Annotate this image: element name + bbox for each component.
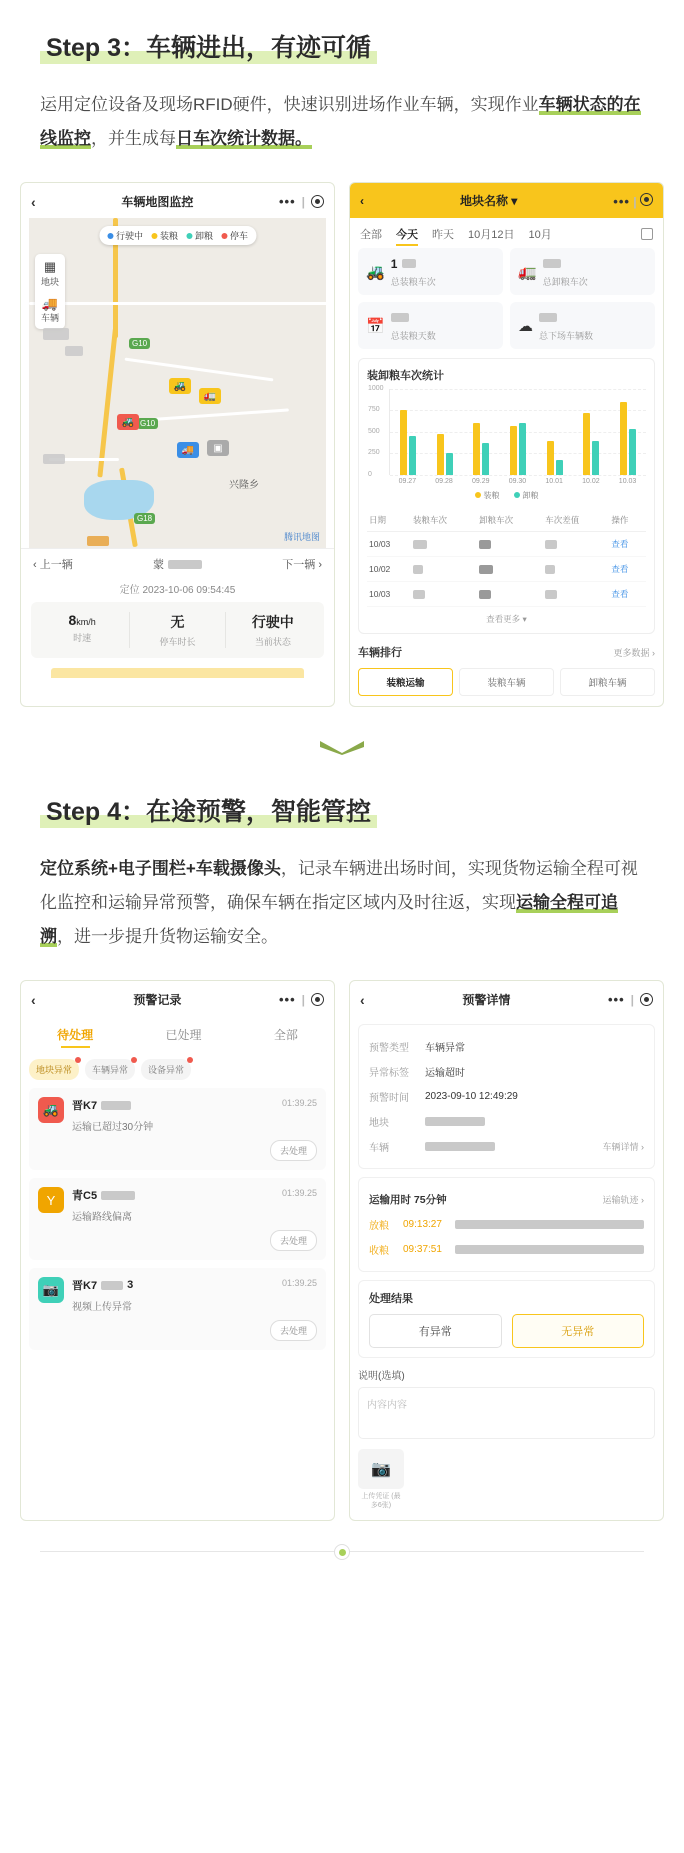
footer-divider	[40, 1551, 644, 1575]
redacted-value	[425, 1116, 644, 1127]
transport-duration: 运输用时 75分钟 运输轨迹 ›	[369, 1194, 644, 1206]
map-tool-plot[interactable]: ▦ 地块	[40, 259, 59, 287]
phone-card-vehicle-map	[20, 182, 335, 707]
tab-handled[interactable]: 已处理	[165, 1028, 202, 1042]
back-icon[interactable]: ‹	[31, 991, 36, 1008]
kpi-total-vehicles: ☁ 总下场车辆数	[510, 302, 655, 349]
locate-time: 定位 2023-10-06 09:54:45	[119, 585, 236, 596]
redacted-block	[43, 454, 65, 464]
legend-item: 停车	[221, 229, 248, 242]
phone-card-alert-detail	[349, 980, 664, 1521]
back-icon[interactable]: ‹	[360, 991, 365, 1008]
map-header-capsule	[279, 194, 324, 209]
alert-time: 01:39.25	[281, 1188, 317, 1198]
table-row: 10/03 查看	[367, 582, 646, 607]
tab-month[interactable]: 10月	[528, 229, 552, 241]
tab-today[interactable]: 今天	[396, 226, 418, 242]
map-legend	[99, 226, 256, 245]
alerts-page-title: 预警记录	[133, 993, 182, 1007]
divider: |	[301, 194, 305, 209]
trip-table	[367, 509, 646, 607]
divider: |	[633, 194, 637, 209]
vehicle-marker[interactable]: 🚛	[199, 388, 221, 404]
redacted-value	[425, 1141, 603, 1152]
more-icon[interactable]: •••	[278, 194, 296, 209]
tab-pending[interactable]: 待处理	[57, 1028, 94, 1042]
legend-load: 装粮	[475, 490, 500, 501]
map-header	[21, 183, 334, 218]
chip-plot-abnormal[interactable]: 地块异常	[29, 1059, 79, 1080]
prev-vehicle-button[interactable]: ‹ 上一辆	[33, 559, 73, 571]
rank-tab-unload-vehicle[interactable]: 卸粮车辆	[560, 668, 655, 696]
cloud-icon: ☁	[518, 317, 533, 335]
tab-all[interactable]: 全部	[360, 229, 382, 241]
step4-text-2: 场时间，实现货物运输全程可视化监控和运输异常	[40, 859, 638, 912]
tab-all[interactable]: 全部	[273, 1028, 298, 1042]
detail-info-card	[358, 1024, 655, 1169]
bar-series	[390, 389, 646, 475]
screenshot-row-step3	[20, 182, 664, 707]
badge-dot	[187, 1057, 193, 1063]
result-buttons[interactable]	[369, 1314, 644, 1348]
dashboard-header-capsule	[613, 193, 653, 209]
alert-type-chips[interactable]	[21, 1051, 334, 1088]
redacted-value	[455, 1220, 644, 1229]
step4-heading-wrap	[0, 790, 684, 830]
tractor-icon: 🚜	[366, 263, 385, 281]
map-page-title: 车辆地图监控	[121, 195, 194, 209]
kpi-total-unload-trips: 🚛 总卸粮车次	[510, 248, 655, 295]
step4-title-text: Step 4：在途预警，智能管控	[46, 798, 372, 826]
truck-icon: 🚛	[518, 263, 537, 281]
current-plate: 蒙	[153, 556, 202, 572]
back-icon[interactable]: ‹	[31, 193, 36, 210]
vehicle-marker[interactable]: 🚜	[169, 378, 191, 394]
vehicle-marker[interactable]: 🚚	[177, 442, 199, 458]
camera-icon: 📷	[38, 1277, 64, 1303]
alert-desc: 运输已超过30分钟	[72, 1122, 154, 1133]
table-row: 10/02 查看	[367, 557, 646, 582]
redacted-block	[65, 346, 83, 356]
transport-row-unload: 收粮 09:37:51	[369, 1237, 644, 1262]
target-icon[interactable]	[311, 993, 324, 1006]
phone-card-alert-list	[20, 980, 335, 1521]
tab-date[interactable]: 10月12日	[468, 229, 515, 241]
kpi-total-load-trips: 🚜 1 总装粮车次	[358, 248, 503, 295]
vehicle-marker[interactable]: ▣	[207, 440, 229, 456]
chevron-down-icon	[320, 741, 364, 755]
tab-yesterday[interactable]: 昨天	[432, 229, 454, 241]
target-icon[interactable]	[640, 993, 653, 1006]
redacted-cell	[543, 582, 609, 607]
legend-item: 卸粮	[186, 229, 213, 242]
view-more-button[interactable]: 查看更多 ▾	[486, 614, 527, 624]
redacted-value	[543, 259, 561, 268]
chart-title: 装卸粮车次统计	[367, 370, 444, 382]
alert-action[interactable]: 去处理	[72, 1320, 317, 1341]
map-attribution: 腾讯地图	[283, 532, 320, 542]
step4-text-4: ，进一步提升货物运输安全。	[57, 927, 278, 946]
calendar-icon[interactable]	[641, 228, 653, 240]
phone-card-plot-dashboard	[349, 182, 664, 707]
bottom-accent-bar	[51, 668, 304, 678]
step3-heading-wrap	[0, 0, 684, 66]
field-alert-time: 预警时间 2023-09-10 12:49:29	[369, 1091, 518, 1104]
map-canvas[interactable]	[29, 218, 326, 548]
redacted-cell	[477, 557, 543, 582]
alert-plate: 晋K7	[72, 1097, 317, 1113]
alert-status-tabs[interactable]	[21, 1016, 334, 1051]
target-icon[interactable]	[311, 195, 324, 208]
abnormal-button[interactable]: 有异常	[369, 1314, 502, 1348]
more-icon[interactable]: •••	[278, 992, 296, 1007]
alert-plate: 晋K7 3	[72, 1279, 134, 1292]
alert-plate: 青C5	[72, 1187, 317, 1203]
normal-button[interactable]: 无异常	[512, 1314, 645, 1348]
rank-tab-load-vehicle[interactable]: 装粮车辆	[459, 668, 554, 696]
alerts-header-capsule	[279, 992, 324, 1007]
redacted-block	[87, 536, 109, 546]
badge-dot	[131, 1057, 137, 1063]
footer-dot-icon	[334, 1544, 350, 1560]
redacted-cell	[411, 557, 477, 582]
legend-item: 装粮	[151, 229, 178, 242]
field-vehicle: 车辆 车辆详情 ›	[369, 1142, 644, 1154]
vehicle-stats	[31, 602, 324, 658]
road-segment	[29, 302, 326, 305]
stat-speed: 8km/h 时速	[35, 612, 130, 648]
redacted-cell	[543, 557, 609, 582]
step4-text-1: ，记录车辆进出	[280, 859, 400, 878]
road-shield: G18	[134, 513, 155, 524]
calendar-icon: 📅	[366, 317, 385, 335]
stat-current-status: 行驶中 当前状态	[251, 614, 294, 647]
redacted-value	[539, 313, 557, 322]
place-label: 兴隆乡	[229, 480, 259, 491]
alert-time: 01:39.25	[281, 1278, 317, 1288]
redacted-value	[402, 259, 416, 268]
road-shield: G10	[129, 338, 150, 349]
step3-text-3: ，并生成每	[91, 129, 176, 148]
result-title: 处理结果	[369, 1293, 413, 1305]
note-input[interactable]: 内容内容	[358, 1387, 655, 1439]
redacted-cell	[411, 532, 477, 557]
detail-page-title: 预警详情	[462, 993, 511, 1007]
list-item[interactable]	[29, 1088, 326, 1170]
upload-caption: 上传凭证 (最多6张)	[361, 1493, 401, 1510]
step3-text-highlight-2: 日车次统计数据。	[176, 129, 312, 148]
upload-button[interactable]	[358, 1449, 404, 1510]
back-icon[interactable]: ‹	[360, 193, 364, 208]
transport-card	[358, 1177, 655, 1272]
alert-desc: 运输路线偏离	[72, 1212, 132, 1223]
camera-icon: 📷	[358, 1449, 404, 1489]
detail-header	[350, 981, 663, 1016]
field-abnormal-tag: 异常标签 运输超时	[369, 1068, 465, 1079]
next-vehicle-button[interactable]: 下一辆 ›	[282, 559, 322, 571]
alert-action[interactable]: 去处理	[72, 1230, 317, 1251]
field-plot: 地块	[369, 1109, 644, 1134]
rank-tab-transport[interactable]: 装粮运输	[358, 668, 453, 696]
redacted-cell	[543, 532, 609, 557]
legend-item: 行驶中	[107, 229, 143, 242]
transport-row-load: 放粮 09:13:27	[369, 1212, 644, 1237]
redacted-value	[455, 1245, 644, 1254]
step4-paragraph	[40, 852, 644, 954]
kpi-grid	[350, 248, 663, 349]
redacted-cell	[477, 532, 543, 557]
legend-unload: 卸粮	[514, 490, 539, 501]
table-header-row: 日期 装粮车次 卸粮车次 车次差值 操作	[367, 509, 646, 532]
step4-text-highlight-2: 全程可追溯	[40, 893, 618, 946]
step3-text-1: 运用定位设备及现场RFID硬件，快速识别进场作	[40, 95, 403, 114]
step3-text-highlight-1: 车辆状态的在线监控	[40, 95, 641, 148]
target-icon[interactable]	[640, 193, 653, 206]
tractor-icon: 🚜	[38, 1097, 64, 1123]
table-row: 10/03 查看	[367, 532, 646, 557]
bar-chart: 1000 750 500 250 0	[389, 389, 646, 475]
vehicle-rank-tabs[interactable]	[358, 668, 655, 696]
more-icon[interactable]: •••	[613, 193, 630, 209]
chart-panel	[358, 358, 655, 634]
step3-text-2: 业车辆，实现作业	[402, 95, 539, 114]
alert-time: 01:39.25	[281, 1098, 317, 1108]
list-item[interactable]	[29, 1268, 326, 1350]
track-link[interactable]: 运输轨迹 ›	[602, 1195, 644, 1205]
note-label: 说明(选填)	[358, 1371, 405, 1382]
redacted-block	[43, 328, 69, 340]
vehicle-rank-title: 车辆排行	[358, 647, 402, 659]
field-alert-type: 预警类型 车辆异常	[369, 1043, 465, 1054]
step4-text-bold-1: 定位系统+电子围栏+车载摄像头	[40, 859, 281, 878]
dashboard-header	[350, 183, 663, 218]
badge-dot	[75, 1057, 81, 1063]
detail-header-capsule	[608, 992, 653, 1007]
map-tool-vehicle[interactable]: 🚚 车辆	[40, 295, 59, 324]
stat-park-duration: 无 停车时长	[130, 612, 225, 648]
kpi-total-load-days: 📅 总装粮天数	[358, 302, 503, 349]
step4-text-3: 预警，确保车辆在指定区域内及时往返，实现	[176, 893, 516, 912]
result-card	[358, 1280, 655, 1358]
step3-title-text: Step 3：车辆进出，有迹可循	[46, 34, 372, 62]
divider: |	[630, 992, 634, 1007]
list-item[interactable]	[29, 1178, 326, 1260]
plot-icon: ▦	[43, 259, 57, 274]
chip-vehicle-abnormal[interactable]: 车辆异常	[85, 1059, 135, 1080]
date-filter-tabs[interactable]	[350, 218, 663, 248]
vehicle-rank-header	[358, 644, 655, 660]
redacted-cell	[477, 582, 543, 607]
alerts-header	[21, 981, 334, 1016]
step4-text-highlight-1: 运输	[516, 893, 550, 912]
truck-icon: 🚚	[41, 295, 59, 311]
chart-legend	[367, 490, 646, 501]
redacted-value	[391, 313, 409, 322]
redacted-cell	[411, 582, 477, 607]
route-icon: Y	[38, 1187, 64, 1213]
x-axis-labels: 09.27 09.28 09.29 09.30 10.01 10.02 10.03	[398, 478, 637, 485]
step4-title	[40, 790, 377, 830]
alert-action[interactable]: 去处理	[72, 1140, 317, 1161]
divider: |	[301, 992, 305, 1007]
more-data-link[interactable]: 更多数据 ›	[613, 647, 655, 658]
road-shield: G10	[137, 418, 158, 429]
section-divider-arrow	[0, 741, 684, 760]
dashboard-title[interactable]: 地块名称 ▾	[459, 194, 518, 208]
more-icon[interactable]: •••	[607, 992, 625, 1007]
redacted-plate	[168, 560, 202, 569]
map-nav-row	[21, 548, 334, 579]
map-side-tools[interactable]	[35, 254, 65, 329]
vehicle-marker[interactable]: 🚜	[117, 414, 139, 430]
chip-device-abnormal[interactable]: 设备异常	[141, 1059, 191, 1080]
step3-title	[40, 26, 377, 66]
vehicle-detail-link[interactable]: 车辆详情 ›	[602, 1142, 644, 1152]
screenshot-row-step4	[20, 980, 664, 1521]
alert-desc: 视频上传异常	[72, 1302, 132, 1313]
step3-paragraph	[40, 88, 644, 156]
